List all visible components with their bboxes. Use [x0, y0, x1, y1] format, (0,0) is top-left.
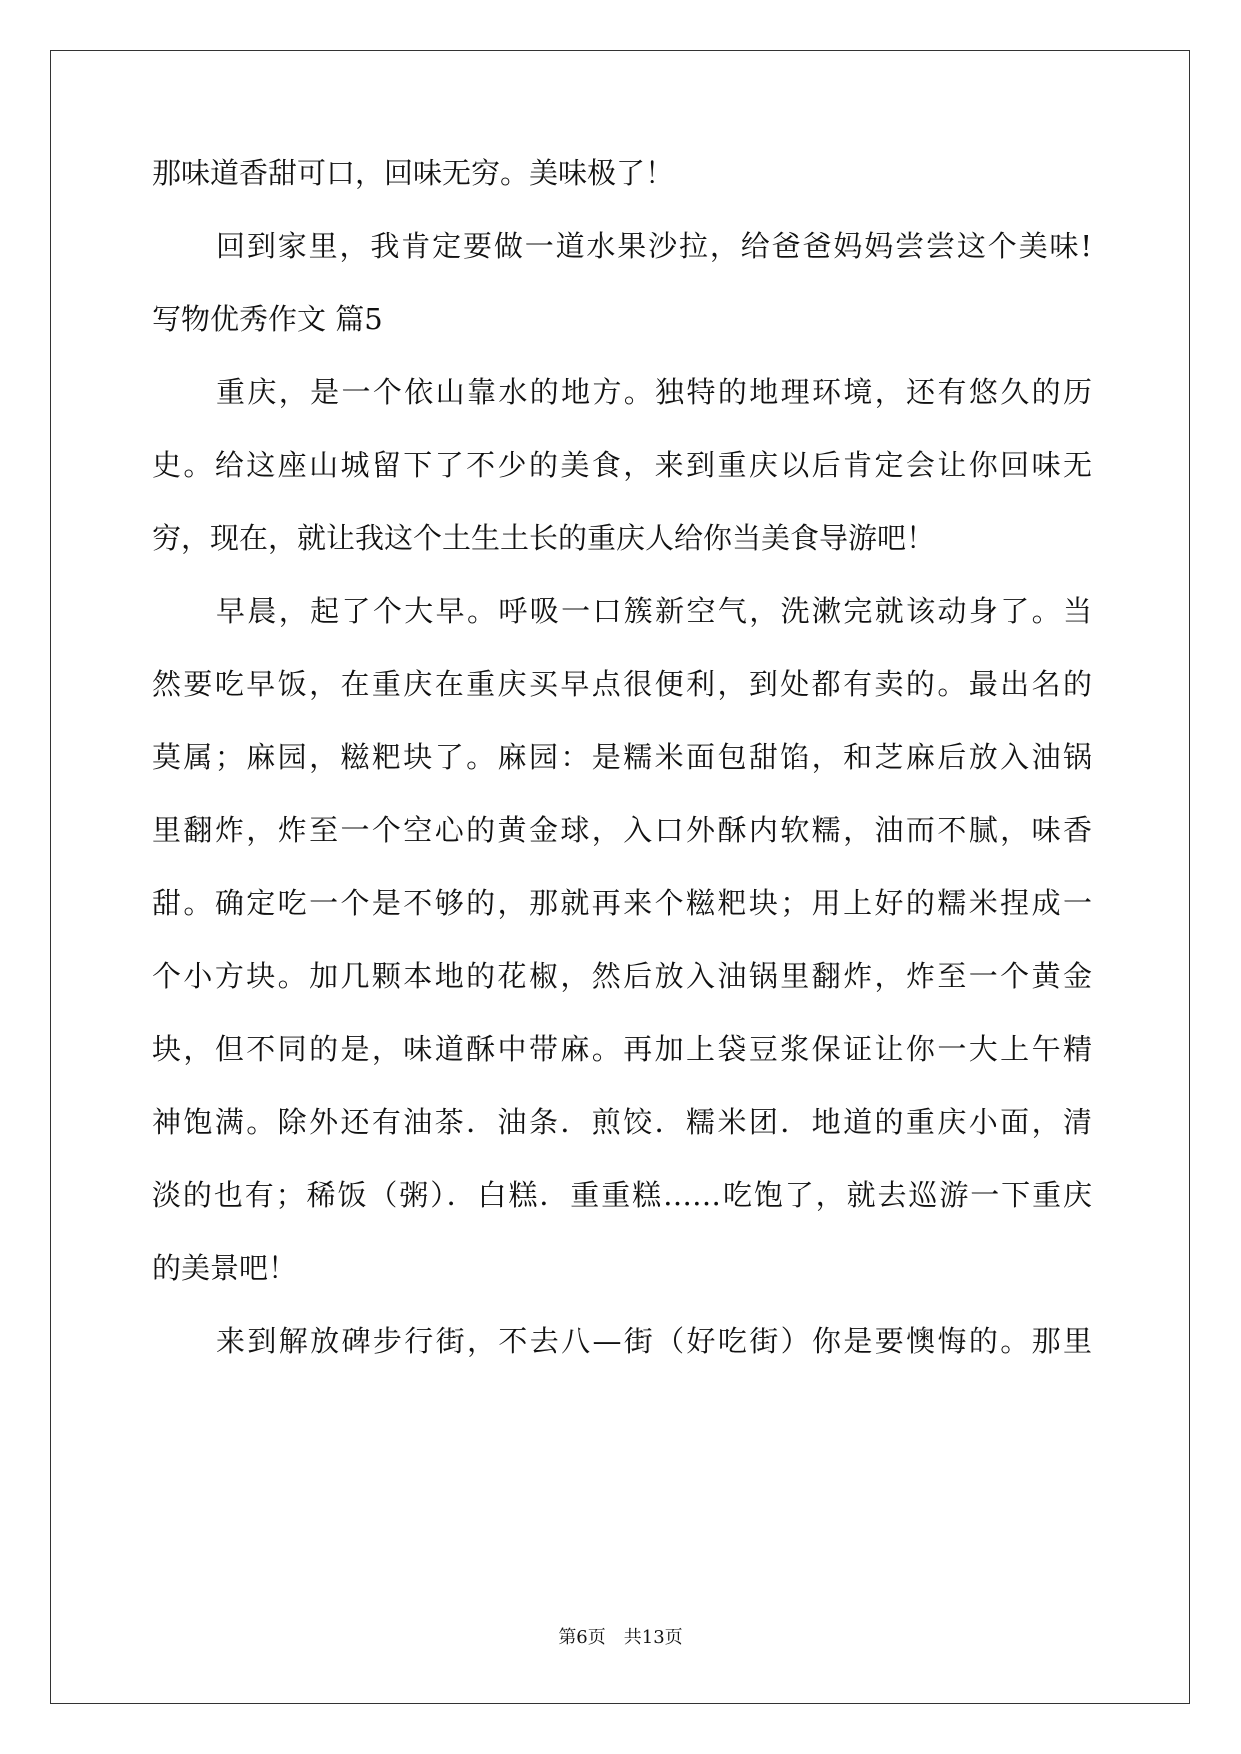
page-footer: 第6页 共13页 — [558, 1627, 683, 1648]
page-border — [50, 50, 1190, 1704]
text-line-6: 穷，现在，就让我这个土生土长的重庆人给你当美食导游吧！ — [152, 521, 936, 555]
text-line-9: 莫属；麻园，糍粑块了。麻园：是糯米面包甜馅，和芝麻后放入油锅 — [152, 740, 1092, 774]
text-line-8: 然要吃早饭，在重庆在重庆买早点很便利，到处都有卖的。最出名的 — [152, 667, 1092, 701]
text-line-2: 回到家里，我肯定要做一道水果沙拉，给爸爸妈妈尝尝这个美味! — [216, 229, 1092, 263]
text-line-5: 史。给这座山城留下了不少的美食，来到重庆以后肯定会让你回味无 — [152, 448, 1092, 482]
text-line-7: 早晨，起了个大早。呼吸一口簇新空气，洗漱完就该动身了。当 — [216, 594, 1092, 628]
section-heading: 写物优秀作文 篇5 — [152, 302, 383, 336]
text-line-15: 淡的也有；稀饭（粥）．白糕．重重糕……吃饱了，就去巡游一下重庆 — [152, 1178, 1092, 1212]
text-line-17: 来到解放碑步行街，不去八—街（好吃街）你是要懊悔的。那里 — [216, 1324, 1092, 1358]
text-line-4: 重庆，是一个依山靠水的地方。独特的地理环境，还有悠久的历 — [216, 375, 1092, 409]
text-line-14: 神饱满。除外还有油茶．油条．煎饺．糯米团．地道的重庆小面，清 — [152, 1105, 1092, 1139]
text-line-16: 的美景吧！ — [152, 1251, 298, 1285]
text-line-11: 甜。确定吃一个是不够的，那就再来个糍粑块；用上好的糯米捏成一 — [152, 886, 1092, 920]
text-line-1: 那味道香甜可口，回味无穷。美味极了！ — [152, 156, 675, 190]
text-line-12: 个小方块。加几颗本地的花椒，然后放入油锅里翻炸，炸至一个黄金 — [152, 959, 1092, 993]
text-line-10: 里翻炸，炸至一个空心的黄金球，入口外酥内软糯，油而不腻，味香 — [152, 813, 1092, 847]
text-line-13: 块，但不同的是，味道酥中带麻。再加上袋豆浆保证让你一大上午精 — [152, 1032, 1092, 1066]
